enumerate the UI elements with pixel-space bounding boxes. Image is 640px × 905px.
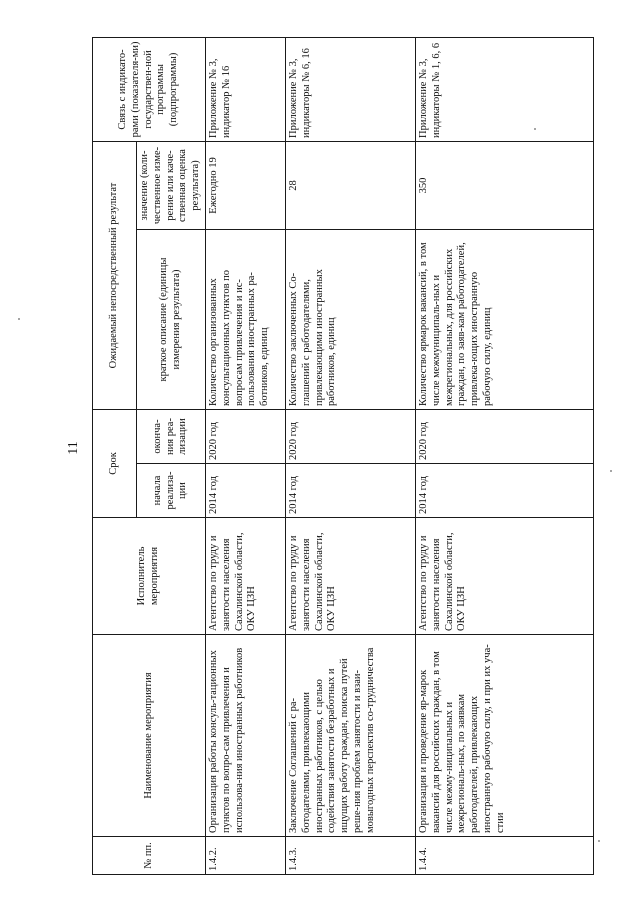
row-num: 1.4.3.: [285, 837, 415, 875]
table-row: [205, 37, 285, 874]
row-executor: Агентство по труду и занятости населения Сахалинской области, ОКУ ЦЗН: [415, 518, 593, 635]
header-executor: Исполнитель мероприятия: [93, 518, 206, 635]
row-name: Организация и проведение яр-марок вакансий для российских граждан, в том числе межму-ниципальных и межрегиональ-ных, по заявкам работодателей, привлекающих иностранную рабочую силу, и при их уча-стии: [415, 635, 593, 837]
row-executor: Агентство по труду и занятости населения Сахалинской области, ОКУ ЦЗН: [205, 518, 285, 635]
header-result-desc: краткое описание (единицы измерения результата): [137, 229, 206, 409]
row-num: 1.4.4.: [415, 837, 593, 875]
row-value: 350: [415, 141, 593, 229]
row-end: 2020 год: [415, 409, 593, 463]
header-num: № пп.: [93, 837, 206, 875]
table-row: [285, 37, 415, 874]
header-term-end: оконча-ния реа-лизации: [137, 409, 206, 463]
scan-speck: [610, 470, 612, 472]
row-value: 28: [285, 141, 415, 229]
header-name: Наименование мероприятия: [93, 635, 206, 837]
row-start: 2014 год: [285, 464, 415, 518]
row-start: 2014 год: [415, 464, 593, 518]
header-result-value: значение (коли-чественное изме-рение или каче-ственная оценка результата): [137, 141, 206, 229]
row-desc: Количество организованных консультационных пунктов по вопросам привлечения и ис-пользования иностранных ра-ботников, единиц: [205, 229, 285, 409]
row-desc: Количество заключенных Со-глашений с работодателями, привлекающими иностранных работников, единиц: [285, 229, 415, 409]
scan-speck: [18, 318, 20, 320]
header-term: Срок: [93, 409, 137, 517]
row-executor: Агентство по труду и занятости населения Сахалинской области, ОКУ ЦЗН: [285, 518, 415, 635]
row-name: Заключение Соглашений с ра-ботодателями, привлекающими иностранных работников, с целью содействия занятости безработных и ищущих работу граждан, поиска путей реше-ния проблем занятости и взаи-мовыгодных перспектив со-трудничества: [285, 635, 415, 837]
header-term-start: начала реализа-ции: [137, 464, 206, 518]
row-link: Приложение № 3, индикаторы № 1, 6, 6: [415, 37, 593, 141]
row-link: Приложение № 3, индикаторы № 6, 16: [285, 37, 415, 141]
row-value: Ежегодно 19: [205, 141, 285, 229]
scan-speck: [534, 128, 536, 130]
scan-speck: [598, 840, 600, 842]
row-start: 2014 год: [205, 464, 285, 518]
page-number: 11: [66, 441, 81, 455]
header-link: Связь с индикато-рами (показателя-ми) государствен-ной программы (подпрограммы): [93, 37, 206, 141]
row-desc: Количество ярмарок вакансий, в том числе межмуниципаль-ных и межрегиональных, для российских граждан, по заяв-кам работодателей, привлека-ющих иностранную рабочую силу, единиц: [415, 229, 593, 409]
activities-table: [92, 37, 594, 875]
row-num: 1.4.2.: [205, 837, 285, 875]
rotated-table-container: [92, 38, 594, 875]
row-link: Приложение № 3, индикатор № 16: [205, 37, 285, 141]
row-end: 2020 год: [285, 409, 415, 463]
row-end: 2020 год: [205, 409, 285, 463]
header-result: Ожидаемый непосредственный результат: [93, 141, 137, 409]
table-row: [415, 37, 593, 874]
row-name: Организация работы консуль-тационных пунктов по вопро-сам привлечения и использова-ния иностранных работников: [205, 635, 285, 837]
